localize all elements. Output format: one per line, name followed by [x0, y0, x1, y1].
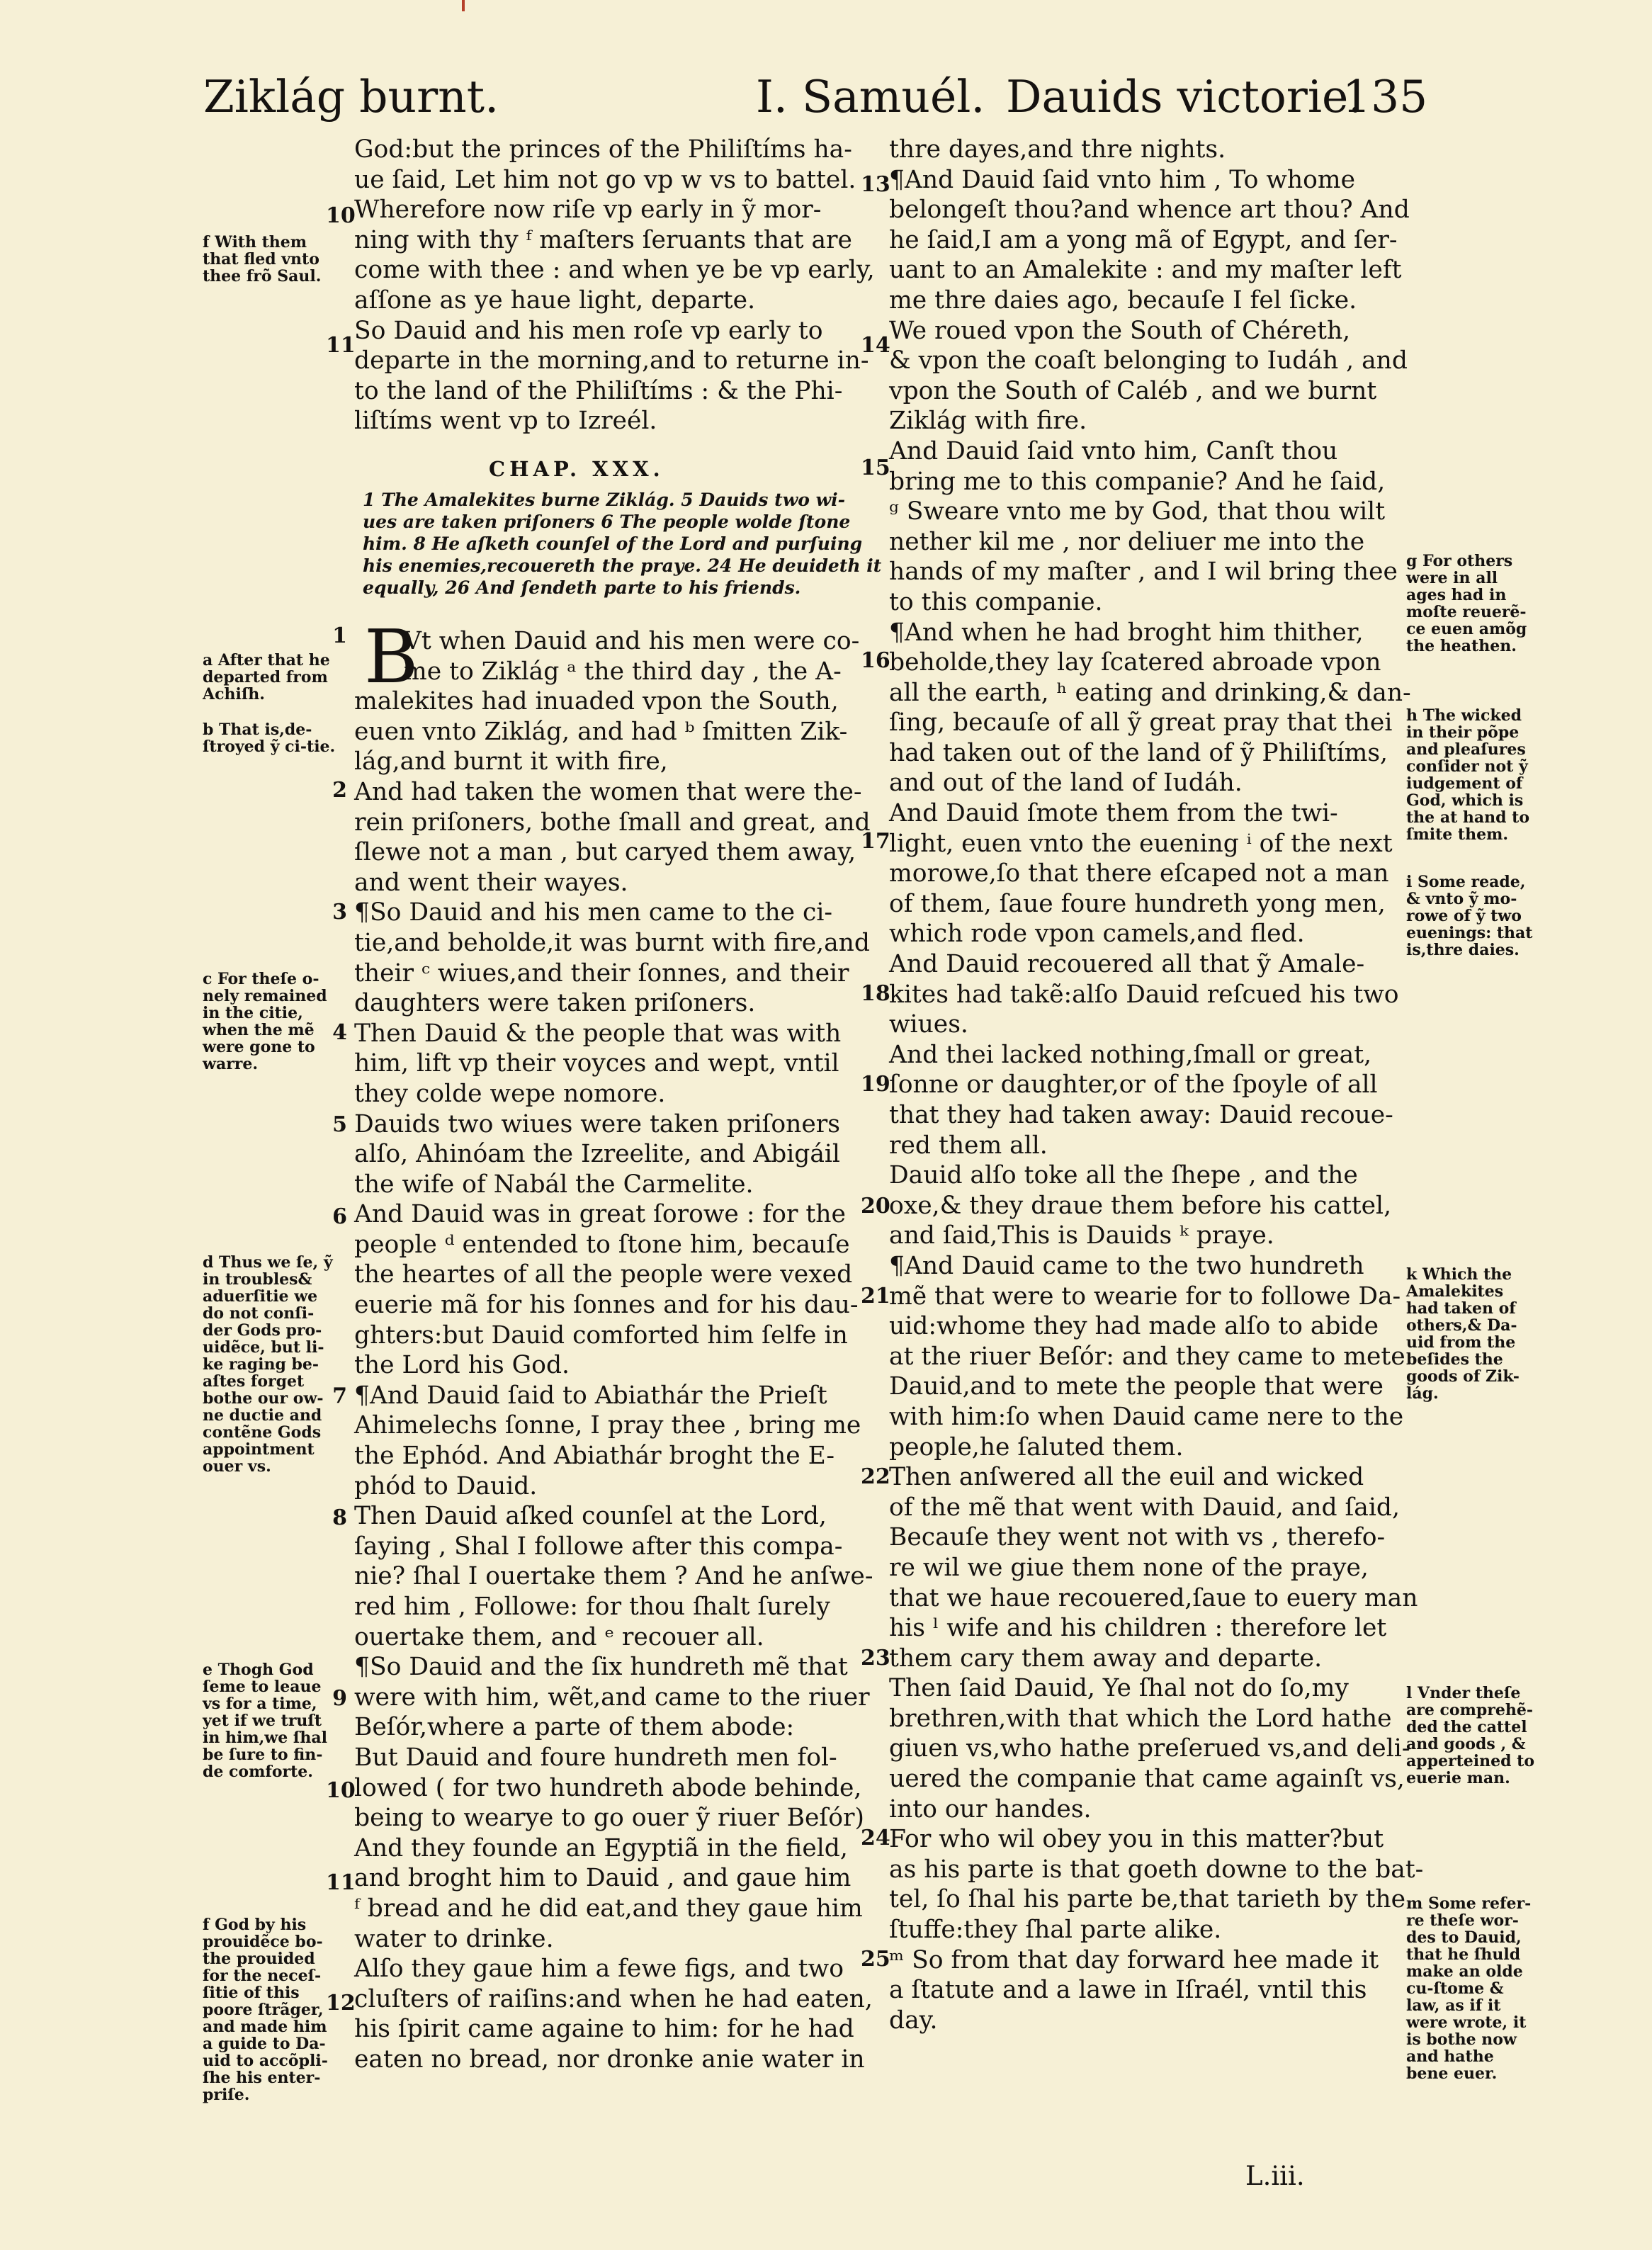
text-line: malekites had inuaded vpon the South, [354, 687, 839, 716]
text-line: as his parte is that goeth downe to the bat- [889, 1855, 1424, 1884]
running-head-left: Ziklág burnt. [203, 71, 499, 123]
text-line: nether kil me , nor deliuer me into the [889, 527, 1365, 556]
text-line: departe in the morning,and to returne in- [354, 346, 869, 375]
text-line: they colde wepe nomore. [354, 1079, 666, 1108]
text-line: into our handes. [889, 1794, 1092, 1824]
text-line: ſlewe not a man , but caryed them away, [354, 838, 856, 867]
margin-note: k Which the Amalekites had taken of others,& Da-uid from the beſides the goods of Zik-lág. [1406, 1265, 1520, 1403]
text-line: And Dauid ſaid vnto him, Canſt thou [889, 436, 1338, 465]
running-head-book: I. Samuél. [756, 71, 985, 123]
text-line: daughters were taken priſoners. [354, 989, 756, 1018]
text-line: Dauid,and to mete the people that were [889, 1372, 1384, 1401]
text-line: the wife of Nabál the Carmelite. [354, 1170, 754, 1199]
text-line: and out of the land of Iudáh. [889, 769, 1243, 798]
verse-number: 2 [332, 778, 347, 803]
verse-number: 10 [326, 203, 356, 228]
text-line: So Dauid and his men roſe vp early to [354, 316, 823, 345]
verse-number: 11 [326, 1870, 356, 1895]
summary-line: his enemies,recouereth the praye. 24 He deuideth it [363, 555, 882, 576]
verse-number: 24 [861, 1826, 890, 1850]
text-line: all the earth, ʰ eating and drinking,& dan- [889, 678, 1411, 707]
text-line: Alſo they gaue him a fewe figs, and two [354, 1955, 844, 1984]
text-line: giuen vs,who hathe preſerued vs,and deli- [889, 1734, 1410, 1763]
margin-note: c For theſe o-nely remained in the citie, when the mẽ were gone to warre. [203, 970, 327, 1073]
text-line: beholde,they lay ſcatered abroade vpon [889, 648, 1381, 677]
text-line: thre dayes,and thre nights. [889, 135, 1226, 164]
text-line: euerie mã for his ſonnes and for his dau- [354, 1291, 859, 1320]
summary-line: 1 The Amalekites burne Ziklág. 5 Dauids two wi- [363, 490, 846, 510]
text-line: the heartes of all the people were vexed [354, 1260, 853, 1289]
text-line: his ſpirit came againe to him: for he had [354, 2015, 854, 2044]
text-line: And Dauid ſmote them from the twi- [889, 799, 1338, 828]
text-line: liſtíms went vp to Izreél. [354, 407, 657, 436]
text-line: re wil we giue them none of the praye, [889, 1553, 1369, 1582]
text-line: to this companie. [889, 587, 1103, 616]
margin-note: h The wicked in their põpe and pleaſures conſider not ỹ iudgement of God, which is the at hand to ſmite them. [1406, 706, 1530, 844]
text-line: ¶And when he had broght him thither, [889, 618, 1364, 647]
text-line: vpon the South of Caléb , and we burnt [889, 376, 1377, 405]
text-line: wiues. [889, 1010, 968, 1039]
text-line: the Ephód. And Abiathár broght the E- [354, 1442, 835, 1471]
text-line: phód to Dauid. [354, 1471, 538, 1500]
text-line: euen vnto Ziklág, and had ᵇ ſmitten Zik- [354, 717, 848, 746]
margin-note: e Thogh God ſeme to leaue vs for a time, yet if we truſt in him,we ſhal be ſure to fin-de comforte. [203, 1661, 327, 1781]
left-text-column [354, 135, 875, 436]
drop-capital: B [364, 614, 419, 700]
text-line: belongeſt thou?and whence art thou? And [889, 196, 1410, 225]
text-line: Ahimelechs ſonne, I pray thee , bring me [354, 1411, 861, 1440]
text-line: We roued vpon the South of Chéreth, [889, 316, 1351, 345]
verse-number: 8 [332, 1505, 347, 1530]
text-line: Ziklág with fire. [889, 407, 1087, 436]
text-line: people ᵈ entended to ſtone him, becauſe [354, 1230, 850, 1259]
text-line: Then anſwered all the euil and wicked [889, 1463, 1364, 1492]
text-line: people,he ſaluted them. [889, 1432, 1184, 1462]
text-line: which rode vpon camels,and fled. [889, 920, 1305, 949]
text-line: Then Dauid aſked counſel at the Lord, [354, 1502, 827, 1531]
text-line: Wherefore now riſe vp early in ỹ mor- [354, 196, 822, 225]
verse-number: 10 [326, 1778, 356, 1803]
text-line: ning with thy ᶠ maſters ſeruants that are [354, 225, 852, 254]
text-line: uant to an Amalekite : and my maſter left [889, 256, 1402, 285]
text-line: that they had taken away: Dauid recoue- [889, 1101, 1393, 1129]
verse-number: 16 [861, 648, 890, 673]
verse-number: 6 [332, 1204, 347, 1229]
summary-line: him. 8 He aſketh counſel of the Lord and purſuing [363, 533, 863, 554]
text-line: hands of my maſter , and I wil bring thee [889, 558, 1398, 587]
text-line: the Lord his God. [354, 1351, 570, 1380]
text-line: light, euen vnto the euening ⁱ of the next [889, 829, 1393, 858]
verse-number: 11 [326, 333, 356, 358]
text-line: ue ſaid, Let him not go vp w vs to battel. [354, 165, 856, 194]
text-line: ghters:but Dauid comforted him ſelfe in [354, 1321, 848, 1350]
text-line: cluſters of raiſins:and when he had eaten, [354, 1984, 873, 2013]
verse-number: 4 [332, 1020, 347, 1045]
text-line: red him , Followe: for thou ſhalt ſurely [354, 1593, 830, 1621]
text-line: ¶So Dauid and the ſix hundreth mẽ that [354, 1653, 848, 1682]
verse-number: 1 [332, 623, 347, 648]
verse-number: 13 [861, 172, 890, 197]
text-line: ¶And Dauid ſaid to Abiathár the Prieſt [354, 1381, 827, 1410]
text-line: ſtuffe:they ſhal parte alike. [889, 1916, 1222, 1945]
text-line: ſing, becauſe of all ỹ great pray that thei [889, 708, 1393, 737]
text-line: oxe,& they draue them before his cattel, [889, 1191, 1392, 1220]
text-line: And they founde an Egyptiã in the field, [354, 1833, 848, 1862]
text-line: And had taken the women that were the- [354, 777, 862, 806]
text-line: ouertake them, and ᵉ recouer all. [354, 1622, 764, 1651]
text-line: his ˡ wife and his children : therefore let [889, 1614, 1387, 1643]
text-line: ¶So Dauid and his men came to the ci- [354, 898, 833, 927]
verse-number: 20 [861, 1194, 890, 1219]
text-line: Dauids two wiues were taken priſoners [354, 1109, 840, 1138]
text-line: Dauid alſo toke all the ſhepe , and the [889, 1161, 1358, 1190]
text-line: Vt when Dauid and his men were co- [404, 627, 860, 655]
verse-number: 21 [861, 1284, 890, 1308]
text-line: & vpon the coaſt belonging to Iudáh , and [889, 346, 1408, 375]
verse-number: 9 [332, 1686, 347, 1711]
margin-note: f With them that fled vnto thee frõ Saul. [203, 233, 322, 286]
text-line: bring me to this companie? And he ſaid, [889, 467, 1386, 496]
verse-number: 12 [326, 1991, 356, 2016]
verse-number: 7 [332, 1384, 347, 1408]
left-text-column-body [354, 614, 873, 2075]
margin-note: f God by his prouidẽce bo-the prouided for the neceſ-ſitie of this poore ſtrãger, and made him a guide to Da-uid to accõpli-ſhe his enter-priſe. [203, 1916, 328, 2104]
verse-number: 14 [861, 333, 890, 358]
margin-note: l Vnder theſe are comprehẽ-ded the cattel and goods , & apperteined to euerie man. [1406, 1684, 1534, 1787]
text-line: tie,and beholde,it was burnt with fire,and [354, 928, 870, 957]
verse-number: 15 [861, 456, 890, 480]
text-line: mẽ that were to wearie for to followe Da- [889, 1282, 1401, 1311]
text-line: me to Ziklág ᵃ the third day , the A- [404, 657, 842, 686]
text-line: being to wearye to go ouer ỹ riuer Beſór) [354, 1804, 864, 1833]
margin-note: i Some reade, & vnto ỹ mo-rowe of ỹ two euenings: that is,thre daies. [1406, 873, 1533, 959]
signature-mark: L.iii. [1245, 2161, 1305, 2191]
text-line: uered the companie that came againſt vs, [889, 1765, 1405, 1794]
text-line: Then ſaid Dauid, Ye ſhal not do ſo,my [889, 1674, 1349, 1703]
chapter-summary [363, 489, 882, 599]
text-line: that we haue recouered,ſaue to euery man [889, 1583, 1418, 1612]
text-line: And Dauid was in great ſorowe : for the [354, 1200, 846, 1229]
text-line: God:but the princes of the Philiſtíms ha- [354, 135, 852, 164]
text-line: day. [889, 2006, 938, 2035]
text-line: morowe,ſo that there eſcaped not a man [889, 859, 1389, 888]
text-line: and ſaid,This is Dauids ᵏ praye. [889, 1221, 1274, 1250]
text-line: with him:ſo when Dauid came nere to the [889, 1402, 1404, 1431]
text-line: red them all. [889, 1131, 1048, 1160]
verse-number: 17 [861, 829, 890, 854]
text-line: ſaying , Shal I followe after this compa- [354, 1532, 843, 1561]
text-line: he ſaid,I am a yong mã of Egypt, and ſer- [889, 225, 1398, 254]
verse-number: 23 [861, 1646, 890, 1670]
text-line: Becauſe they went not with vs , therefo- [889, 1523, 1386, 1552]
verse-number: 19 [861, 1072, 890, 1097]
text-line: rein priſoners, bothe ſmall and great, and [354, 808, 871, 837]
text-line: But Dauid and foure hundreth men fol- [354, 1743, 837, 1772]
summary-line: ues are taken priſoners 6 The people wolde ſtone [363, 511, 851, 532]
page-number: 135 [1342, 71, 1428, 123]
verse-number: 3 [332, 900, 347, 925]
verse-number: 18 [861, 981, 890, 1006]
text-line: lág,and burnt it with fire, [354, 747, 668, 776]
text-line: their ᶜ wiues,and their ſonnes, and their [354, 959, 849, 988]
margin-note: b That is,de-ſtroyed ỹ ci-tie. [203, 720, 336, 756]
summary-line: equally, 26 And ſendeth parte to his friends. [363, 577, 801, 598]
verse-number: 25 [861, 1947, 890, 1972]
text-line: And thei lacked nothing,ſmall or great, [889, 1040, 1372, 1069]
text-line: For who wil obey you in this matter?but [889, 1825, 1384, 1854]
text-line: tel, ſo ſhal his parte be,that tarieth by the [889, 1885, 1406, 1914]
margin-note: d Thus we ſe, ỹ in troubles& aduerſitie we do not conſi-der Gods pro-uidẽce, but li-ke raging be-aſtes forget bothe our ow-ne ductie and contẽne Gods appointment ouer vs. [203, 1253, 333, 1476]
text-line: Then Dauid & the people that was with [354, 1019, 842, 1048]
verse-number: 22 [861, 1464, 890, 1489]
text-line: alſo, Ahinóam the Izreelite, and Abigáil [354, 1140, 840, 1169]
text-line: come with thee : and when ye be vp early, [354, 256, 875, 285]
text-line: ᵍ Sweare vnto me by God, that thou wilt [889, 497, 1386, 526]
text-line: brethren,with that which the Lord hathe [889, 1704, 1392, 1733]
text-line: nie? ſhal I ouertake them ? And he anſwe- [354, 1562, 873, 1591]
text-line: water to drinke. [354, 1924, 554, 1953]
text-line: were with him, wẽt,and came to the riuer [354, 1683, 870, 1712]
text-line: of them, ſaue foure hundreth yong men, [889, 889, 1386, 918]
text-line: at the riuer Beſór: and they came to mete [889, 1342, 1405, 1371]
text-line: ¶And Dauid came to the two hundreth [889, 1251, 1364, 1280]
margin-note: m Some refer-re theſe wor-des to Dauid, that he ſhuld make an olde cu-ſtome & law, as if it were wrote, it is bothe now and hathe bene euer. [1406, 1894, 1532, 2083]
running-head-right: Dauids victorie. [1006, 71, 1363, 123]
text-line: a ſtatute and a lawe in Iſraél, vntil this [889, 1976, 1367, 2005]
text-line: Beſór,where a parte of them abode: [354, 1713, 795, 1742]
margin-note: a After that he departed from Achiſh. [203, 651, 330, 703]
text-line: ᶠ bread and he did eat,and they gaue him [354, 1894, 863, 1923]
text-line: to the land of the Philiſtíms : & the Phi- [354, 376, 843, 405]
verse-number: 5 [332, 1112, 347, 1137]
text-line: uid:whome they had made alſo to abide [889, 1312, 1379, 1341]
text-line: had taken out of the land of ỹ Philiſtíms, [889, 738, 1388, 767]
text-line: of the mẽ that went with Dauid, and ſaid, [889, 1493, 1400, 1522]
text-line: and went their wayes. [354, 868, 628, 897]
text-line: eaten no bread, nor dronke anie water in [354, 2045, 865, 2074]
text-line: aſſone as ye haue light, departe. [354, 286, 756, 315]
right-text-column [889, 135, 1424, 2035]
margin-note: g For others were in all ages had in moſte reuerẽ-ce euen amõg the heathen. [1406, 552, 1527, 655]
text-line: ſonne or daughter,or of the ſpoyle of all [889, 1070, 1378, 1099]
chapter-heading: CHAP. XXX. [489, 457, 664, 481]
text-line: lowed ( for two hundreth abode behinde, [354, 1773, 862, 1802]
red-corner-mark [462, 0, 465, 11]
text-line: kites had takẽ:alſo Dauid reſcued his two [889, 980, 1399, 1009]
text-line: him, lift vp their voyces and wept, vntil [354, 1049, 839, 1078]
text-line: them cary them away and departe. [889, 1644, 1323, 1673]
text-line: ᵐ So from that day forward hee made it [889, 1945, 1379, 1974]
text-line: ¶And Dauid ſaid vnto him , To whome [889, 165, 1355, 194]
text-line: me thre daies ago, becauſe I fel ſicke. [889, 286, 1357, 315]
text-line: and broght him to Dauid , and gaue him [354, 1864, 852, 1893]
text-line: And Dauid recouered all that ỹ Amale- [889, 950, 1365, 979]
